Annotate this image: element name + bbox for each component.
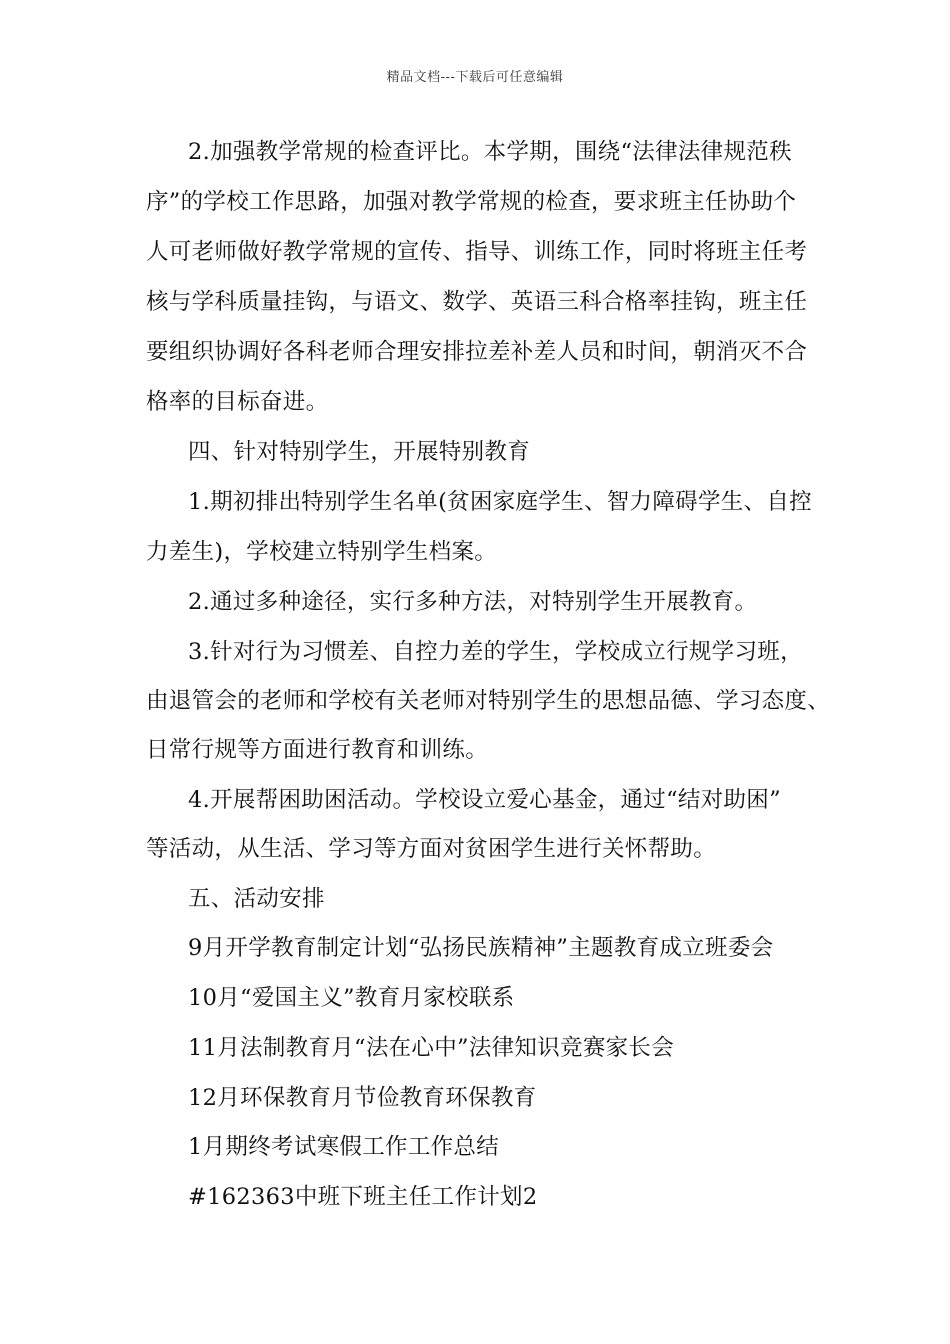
schedule-item: 12月环保教育月节俭教育环保教育 <box>188 1085 537 1111</box>
schedule-item: 10月“爱国主义”教育月家校联系 <box>188 985 515 1011</box>
paragraph-line: 4.开展帮困助困活动。学校设立爱心基金，通过“结对助困” <box>188 787 781 813</box>
paragraph-line: 等活动，从生活、学习等方面对贫困学生进行关怀帮助。 <box>146 836 717 862</box>
schedule-item: 9月开学教育制定计划“弘扬民族精神”主题教育成立班委会 <box>188 935 774 961</box>
section-heading: 四、针对特别学生，开展特别教育 <box>188 439 531 465</box>
paragraph-line: 1.期初排出特别学生名单(贫困家庭学生、智力障碍学生、自控 <box>188 489 812 515</box>
document-title-line: #162363中班下班主任工作计划2 <box>188 1184 538 1210</box>
section-heading: 五、活动安排 <box>188 886 325 912</box>
paragraph-line: 核与学科质量挂钩，与语文、数学、英语三科合格率挂钩，班主任 <box>146 289 808 315</box>
paragraph-line: 格率的目标奋进。 <box>146 389 329 415</box>
paragraph-line: 3.针对行为习惯差、自控力差的学生，学校成立行规学习班， <box>188 639 803 665</box>
schedule-item: 11月法制教育月“法在心中”法律知识竞赛家长会 <box>188 1035 675 1061</box>
paragraph-line: 2.通过多种途径，实行多种方法，对特别学生开展教育。 <box>188 589 758 615</box>
page-header: 精品文档---下载后可任意编辑 <box>386 70 564 85</box>
paragraph-line: 要组织协调好各科老师合理安排拉差补差人员和时间，朝消灭不合 <box>146 339 808 365</box>
paragraph-line: 由退管会的老师和学校有关老师对特别学生的思想品德、学习态度、 <box>146 688 831 714</box>
paragraph-line: 力差生)，学校建立特别学生档案。 <box>146 539 498 565</box>
paragraph-line: 人可老师做好教学常规的宣传、指导、训练工作，同时将班主任考 <box>146 239 808 265</box>
paragraph-line: 日常行规等方面进行教育和训练。 <box>146 737 489 763</box>
schedule-item: 1月期终考试寒假工作工作总结 <box>188 1134 500 1160</box>
paragraph-line: 序”的学校工作思路，加强对教学常规的检查，要求班主任协助个 <box>146 189 797 215</box>
paragraph-line: 2.加强教学常规的检查评比。本学期，围绕“法律法律规范秩 <box>188 139 792 165</box>
